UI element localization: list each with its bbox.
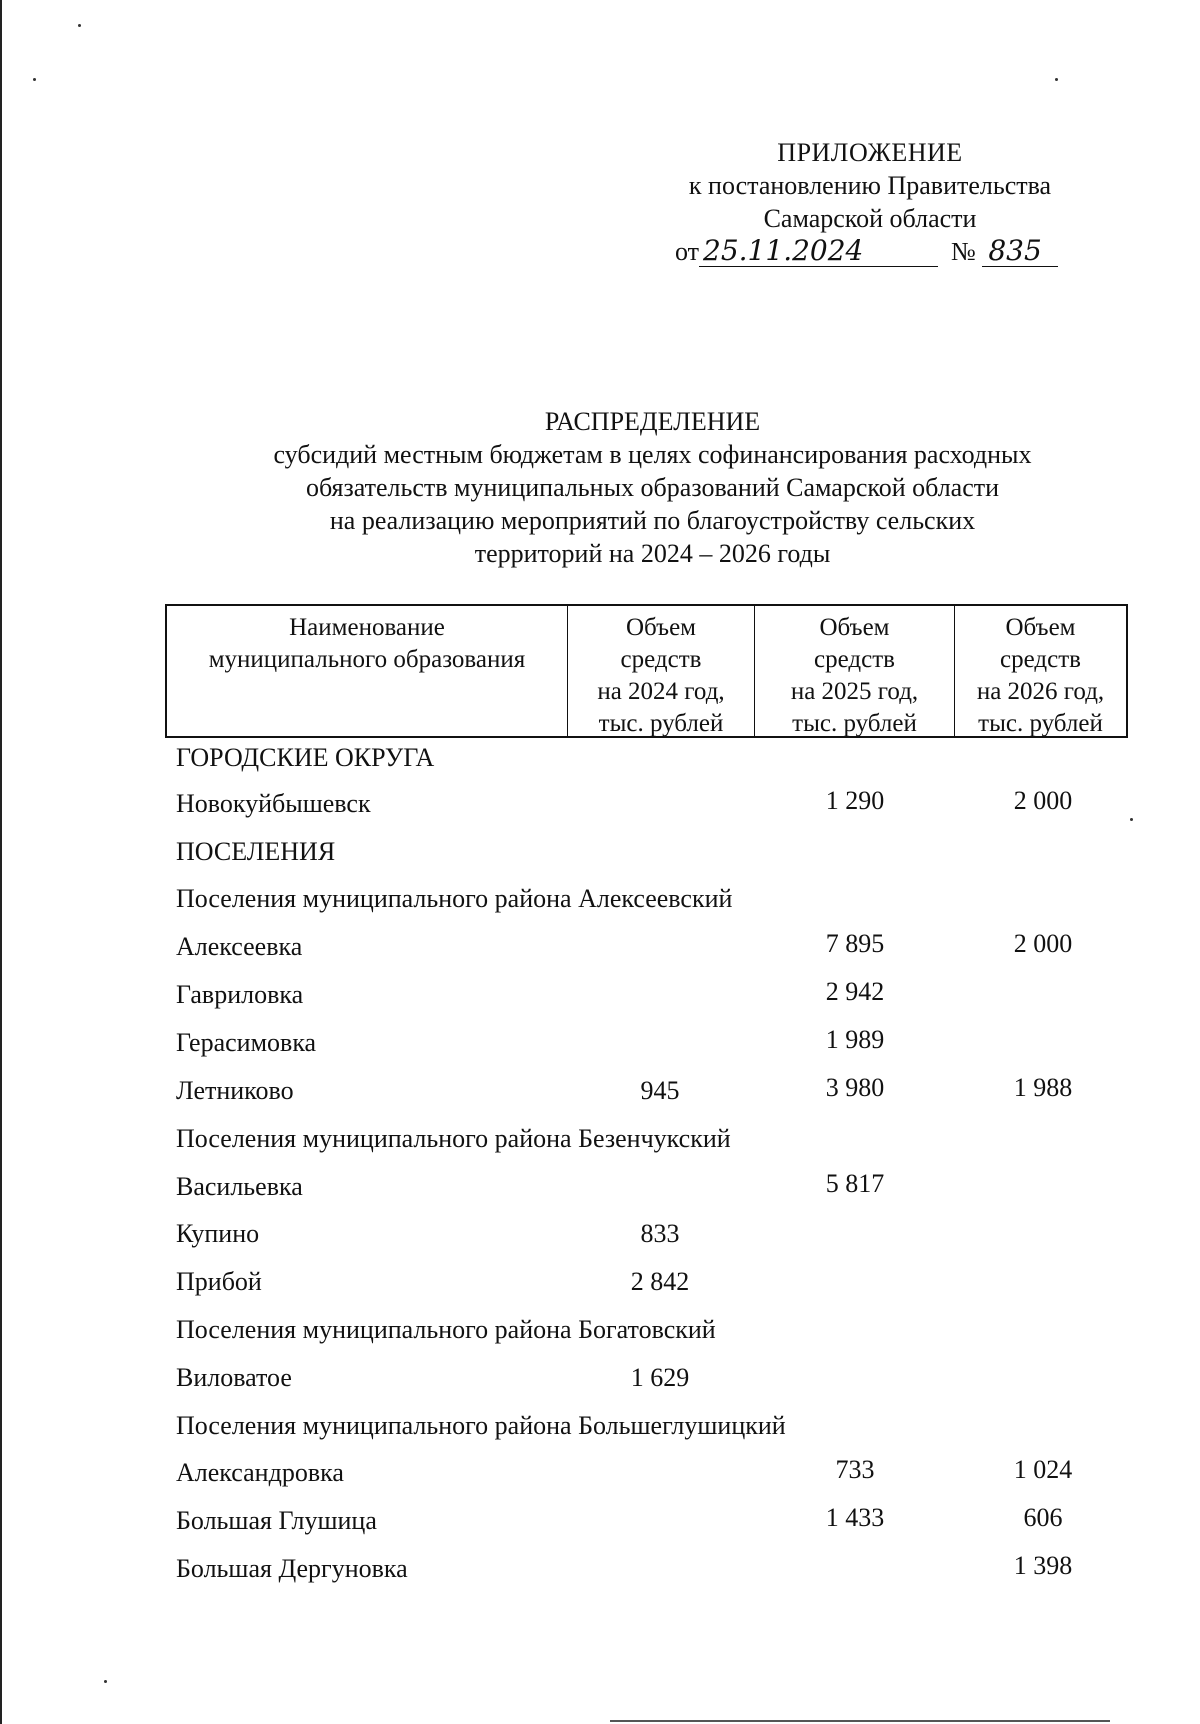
table-row xyxy=(0,1315,1200,1355)
appendix-stamp xyxy=(640,136,1100,268)
value-2026: 1 024 xyxy=(1013,1455,1073,1484)
row-name: Васильевка xyxy=(176,1172,303,1201)
table-row xyxy=(0,1411,1200,1451)
row-name: Поселения муниципального района Безенчукский xyxy=(176,1124,731,1153)
table-header xyxy=(165,604,1128,738)
table-row xyxy=(0,743,1200,783)
row-name: Большая Глушица xyxy=(176,1506,377,1535)
row-name: Александровка xyxy=(176,1458,344,1487)
title-heading: РАСПРЕДЕЛЕНИЕ xyxy=(544,407,761,436)
title-line-2: обязательств муниципальных образований Самарской области xyxy=(305,473,1000,502)
scan-speck xyxy=(78,24,81,27)
column-header-name xyxy=(167,606,568,736)
header-text: тыс. рублей xyxy=(792,710,917,737)
value-2025: 7 895 xyxy=(825,929,885,958)
value-2025: 1 989 xyxy=(825,1025,885,1054)
row-name: Поселения муниципального района Алексеевский xyxy=(176,884,733,913)
column-header-2026 xyxy=(955,606,1126,736)
table-row xyxy=(0,929,1200,972)
table-row xyxy=(0,1503,1200,1546)
table-row xyxy=(0,837,1200,877)
header-text: Наименование xyxy=(289,614,445,641)
value-2026: 1 988 xyxy=(1013,1073,1073,1102)
appendix-line-1: к постановлению Правительства xyxy=(688,171,1052,200)
value-2025: 5 817 xyxy=(825,1169,885,1198)
table-row xyxy=(0,1267,1200,1307)
row-name: Поселения муниципального района Богатовский xyxy=(176,1315,716,1344)
row-name: Поселения муниципального района Большеглушицкий xyxy=(176,1411,786,1440)
header-text: муниципального образования xyxy=(208,646,526,673)
row-name: Купино xyxy=(176,1219,260,1248)
header-text: на 2025 год, xyxy=(790,678,919,705)
value-2026: 1 398 xyxy=(1013,1551,1073,1580)
column-header-2024 xyxy=(568,606,755,736)
value-2024: 2 842 xyxy=(630,1267,690,1296)
value-2024: 945 xyxy=(640,1076,680,1105)
header-text: на 2026 год, xyxy=(976,678,1105,705)
scan-speck xyxy=(104,1680,107,1683)
value-2024: 833 xyxy=(640,1219,680,1248)
value-2026: 606 xyxy=(1023,1503,1063,1532)
title-line-3: на реализацию мероприятий по благоустройству сельских xyxy=(329,506,976,535)
row-name: ГОРОДСКИЕ ОКРУГА xyxy=(176,743,435,772)
scan-bottom-edge xyxy=(610,1720,1110,1722)
value-2025: 3 980 xyxy=(825,1073,885,1102)
value-2025: 1 433 xyxy=(825,1503,885,1532)
table-row xyxy=(0,1455,1200,1498)
table-row xyxy=(0,1025,1200,1068)
table-row xyxy=(0,1073,1200,1116)
scan-speck xyxy=(1055,78,1058,81)
header-text: Объем xyxy=(626,614,696,641)
row-name: Прибой xyxy=(176,1267,262,1296)
header-text: тыс. рублей xyxy=(598,710,724,737)
header-text: Объем xyxy=(1005,614,1076,641)
row-name: Виловатое xyxy=(176,1363,292,1392)
row-name: ПОСЕЛЕНИЯ xyxy=(176,837,336,866)
handwritten-date: 25.11.2024 xyxy=(699,236,938,267)
number-prefix: № xyxy=(951,237,976,266)
row-name: Гавриловка xyxy=(176,980,304,1009)
table-row xyxy=(0,1124,1200,1164)
table-row xyxy=(0,1169,1200,1212)
title-line-1: субсидий местным бюджетам в целях софинансирования расходных xyxy=(273,440,1032,469)
row-name: Новокуйбышевск xyxy=(176,789,371,818)
table-row xyxy=(0,786,1200,829)
scan-speck xyxy=(33,78,36,81)
value-2024: 1 629 xyxy=(630,1363,690,1392)
appendix-date-number-line xyxy=(640,235,1100,268)
value-2025: 2 942 xyxy=(825,977,885,1006)
row-name: Летниково xyxy=(176,1076,294,1105)
column-header-2025 xyxy=(755,606,955,736)
table-row xyxy=(0,1551,1200,1594)
value-2025: 1 290 xyxy=(825,786,885,815)
header-text: средств xyxy=(1000,646,1081,673)
table-row xyxy=(0,977,1200,1020)
table-row xyxy=(0,1219,1200,1259)
handwritten-number: 835 xyxy=(982,236,1058,267)
table-row xyxy=(0,1363,1200,1403)
table-row xyxy=(0,884,1200,924)
header-text: тыс. рублей xyxy=(978,710,1103,737)
value-2026: 2 000 xyxy=(1013,786,1073,815)
title-line-4: территорий на 2024 – 2026 годы xyxy=(474,539,831,568)
row-name: Большая Дергуновка xyxy=(176,1554,408,1583)
appendix-line-2: Самарской области xyxy=(763,204,977,233)
header-text: на 2024 год, xyxy=(597,678,725,705)
value-2025: 733 xyxy=(835,1455,875,1484)
header-text: средств xyxy=(814,646,895,673)
header-text: средств xyxy=(620,646,702,673)
value-2026: 2 000 xyxy=(1013,929,1073,958)
appendix-heading: ПРИЛОЖЕНИЕ xyxy=(777,138,963,167)
date-prefix: от xyxy=(675,237,700,266)
row-name: Герасимовка xyxy=(176,1028,317,1057)
document-title xyxy=(180,405,1125,570)
row-name: Алексеевка xyxy=(176,932,303,961)
header-text: Объем xyxy=(819,614,890,641)
